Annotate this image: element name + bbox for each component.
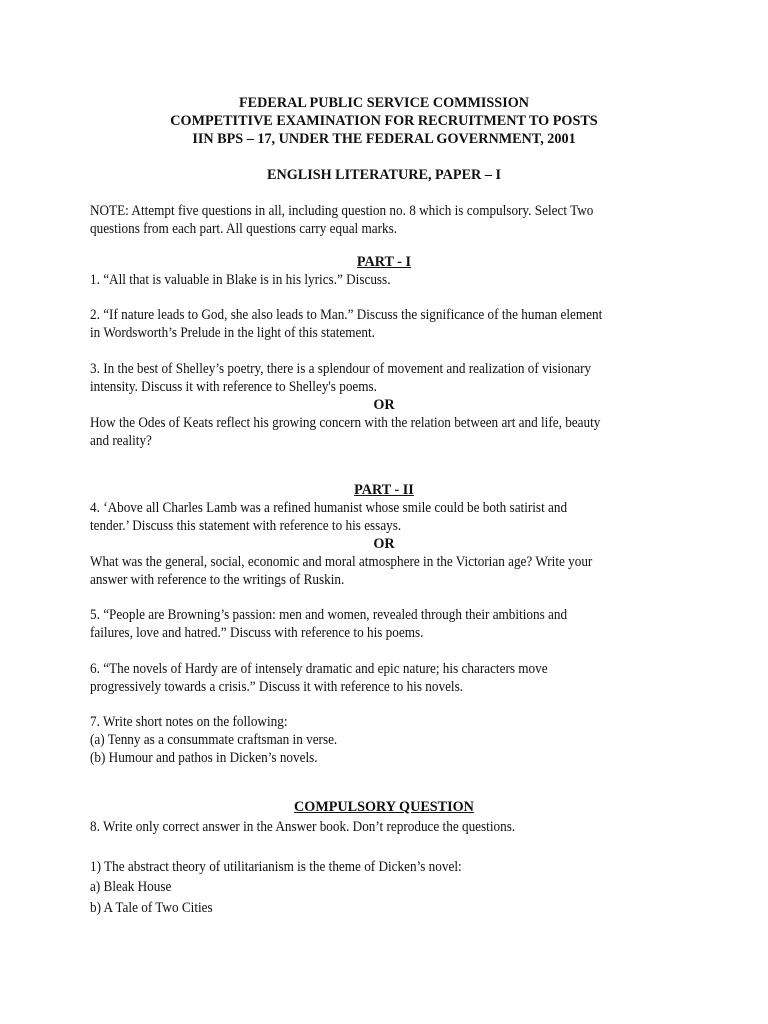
question-2-line-1: 2. “If nature leads to God, she also leads to Man.” Discuss the significance of the human element [90, 307, 603, 323]
or-divider-part-2: OR [373, 536, 395, 552]
compulsory-heading: COMPULSORY QUESTION [294, 799, 474, 815]
question-3-line-1: 3. In the best of Shelley’s poetry, there is a splendour of movement and realization of visionary [90, 361, 592, 377]
question-7-option-b: (b) Humour and pathos in Dicken’s novels. [90, 750, 318, 766]
header-commission: FEDERAL PUBLIC SERVICE COMMISSION [239, 95, 529, 111]
question-2-line-2: in Wordsworth’s Prelude in the light of this statement. [90, 325, 375, 341]
or-divider-part-1: OR [373, 397, 395, 413]
mcq-1-option-a: a) Bleak House [90, 879, 172, 895]
question-4b-line-2: answer with reference to the writings of Ruskin. [90, 572, 345, 588]
question-7-line-1: 7. Write short notes on the following: [90, 714, 288, 730]
question-4-line-2: tender.’ Discuss this statement with reference to his essays. [90, 518, 402, 534]
question-5-line-1: 5. “People are Browning’s passion: men and women, revealed through their ambitions and [90, 607, 568, 623]
question-3b-line-1: How the Odes of Keats reflect his growing concern with the relation between art and life, beauty [90, 415, 601, 431]
question-3-line-2: intensity. Discuss it with reference to Shelley's poems. [90, 379, 377, 395]
part-1-heading: PART - I [356, 254, 412, 270]
header-exam: COMPETITIVE EXAMINATION FOR RECRUITMENT TO POSTS [170, 113, 598, 129]
question-6-line-1: 6. “The novels of Hardy are of intensely dramatic and epic nature; his characters move [90, 661, 548, 677]
header-bps: IIN BPS – 17, UNDER THE FEDERAL GOVERNMENT, 2001 [192, 131, 576, 147]
question-8: 8. Write only correct answer in the Answer book. Don’t reproduce the questions. [90, 819, 516, 835]
question-3b-line-2: and reality? [90, 433, 152, 449]
question-7-option-a: (a) Tenny as a consummate craftsman in verse. [90, 732, 338, 748]
note-line-1: NOTE: Attempt five questions in all, including question no. 8 which is compulsory. Select Two [90, 203, 594, 219]
paper-title: ENGLISH LITERATURE, PAPER – I [266, 167, 501, 183]
note-line-2: questions from each part. All questions carry equal marks. [90, 221, 398, 237]
question-5-line-2: failures, love and hatred.” Discuss with reference to his poems. [90, 625, 424, 641]
question-6-line-2: progressively towards a crisis.” Discuss it with reference to his novels. [90, 679, 464, 695]
question-1: 1. “All that is valuable in Blake is in his lyrics.” Discuss. [90, 272, 391, 288]
question-4-line-1: 4. ‘Above all Charles Lamb was a refined humanist whose smile could be both satirist and [90, 500, 568, 516]
mcq-1-question: 1) The abstract theory of utilitarianism is the theme of Dicken’s novel: [90, 859, 462, 875]
question-4b-line-1: What was the general, social, economic and moral atmosphere in the Victorian age? Write your [90, 554, 593, 570]
mcq-1-option-b: b) A Tale of Two Cities [90, 900, 213, 916]
part-2-heading: PART - II [354, 482, 414, 498]
